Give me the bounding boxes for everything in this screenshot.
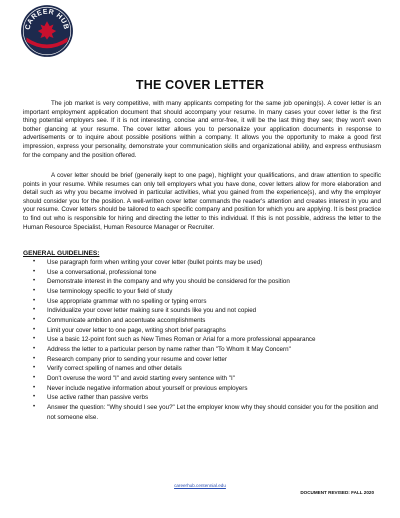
bullet-icon: •: [33, 297, 36, 304]
guidelines-heading: GENERAL GUIDELINES:: [23, 250, 100, 257]
bullet-icon: •: [33, 355, 36, 362]
bullet-icon: •: [33, 268, 36, 275]
bullet-icon: •: [33, 259, 36, 265]
list-item: • Use terminology specific to your field of study: [33, 287, 173, 295]
bullet-icon: •: [33, 287, 36, 294]
bullet-icon: •: [33, 326, 36, 333]
list-item: • Don't overuse the word "I" and avoid starting every sentence with "I": [33, 374, 235, 382]
list-item: • Use appropriate grammar with no spelling or typing errors: [33, 297, 207, 305]
career-hub-logo-emblem: [20, 4, 74, 58]
second-paragraph: A cover letter should be brief (generally kept to one page), highlight your qualifications, and draw attention to specific points in your resume. While resumes can only tell employers what you have done, cover letters allow for more elaboration and detail such as why you became involved in particular activities, what you gained from the experience(s), and why the employer should consider you for the position. A well-written cover letter commands the reader's attention and creates interest in you and your resume. Cover letters should be tailored to each specific company and position for which you are applying. It is best practice to find out who is responsible for hiring and directing the letter to this individual. If this is not possible, address the letter to the Human Resource Specialist, Human Resource Manager or Recruiter.: [23, 172, 381, 231]
intro-paragraph: The job market is very competitive, with many applicants competing for the same job opening(s). A cover letter is an important employment application document that should accompany your resume. In many cases your cover letter is the first thing potential employers see. If it is not interesting, concise and error-free, it will be the last thing they see; they won't even bother glancing at your resume. The cover letter allows you to personalize your application documents in response to advertisements or to inquire about possible positions within a company. It allows you the opportunity to make a good first impression, express your personality, demonstrate your communication skills and organizational ability, and express enthusiasm for the company and the position offered.: [23, 100, 381, 159]
list-item: • Use paragraph form when writing your cover letter (bullet points may be used): [33, 259, 263, 266]
list-item: • Communicate ambition and accentuate accomplishments: [33, 316, 206, 324]
career-hub-logo: [20, 4, 74, 58]
list-item: • Verify correct spelling of names and other details: [33, 365, 182, 373]
logo-text: CAREER HUB: [24, 8, 70, 31]
bullet-icon: •: [33, 384, 36, 391]
bullet-icon: •: [33, 365, 36, 372]
bullet-icon: •: [33, 403, 36, 410]
bullet-icon: •: [33, 278, 36, 285]
bullet-icon: •: [33, 374, 36, 381]
list-item: • Demonstrate interest in the company and why you should be considered for the position: [33, 278, 290, 286]
page-title: THE COVER LETTER: [135, 78, 265, 92]
list-item: • Individualize your cover letter making sure it sounds like you and not copied: [33, 307, 257, 315]
bullet-icon: •: [33, 336, 36, 343]
list-item: • Use a conversational, professional tone: [33, 268, 157, 276]
list-item: • Address the letter to a particular person by name rather than "To Whom It May Concern": [33, 345, 291, 353]
bullet-icon: •: [33, 394, 36, 401]
list-item: • Limit your cover letter to one page, writing short brief paragraphs: [33, 326, 226, 334]
website-link[interactable]: careerhub.centennial.edu: [174, 483, 226, 488]
list-item: • Answer the question: "Why should I see you?" Let the employer know why they should consider you for the position and not someone else.: [33, 403, 379, 421]
list-item: • Research company prior to sending your resume and cover letter: [33, 355, 227, 363]
revision-note: DOCUMENT REVISED: FALL 2020: [300, 490, 374, 495]
bullet-icon: •: [33, 316, 36, 323]
bullet-icon: •: [33, 307, 36, 314]
list-item: • Use a basic 12-point font such as New Times Roman or Arial for a more professional appearance: [33, 336, 316, 344]
guidelines-list: [33, 258, 381, 422]
bullet-icon: •: [33, 345, 36, 352]
list-item: • Never include negative information about yourself or previous employers: [33, 384, 248, 392]
list-item: • Use active rather than passive verbs: [33, 394, 149, 402]
